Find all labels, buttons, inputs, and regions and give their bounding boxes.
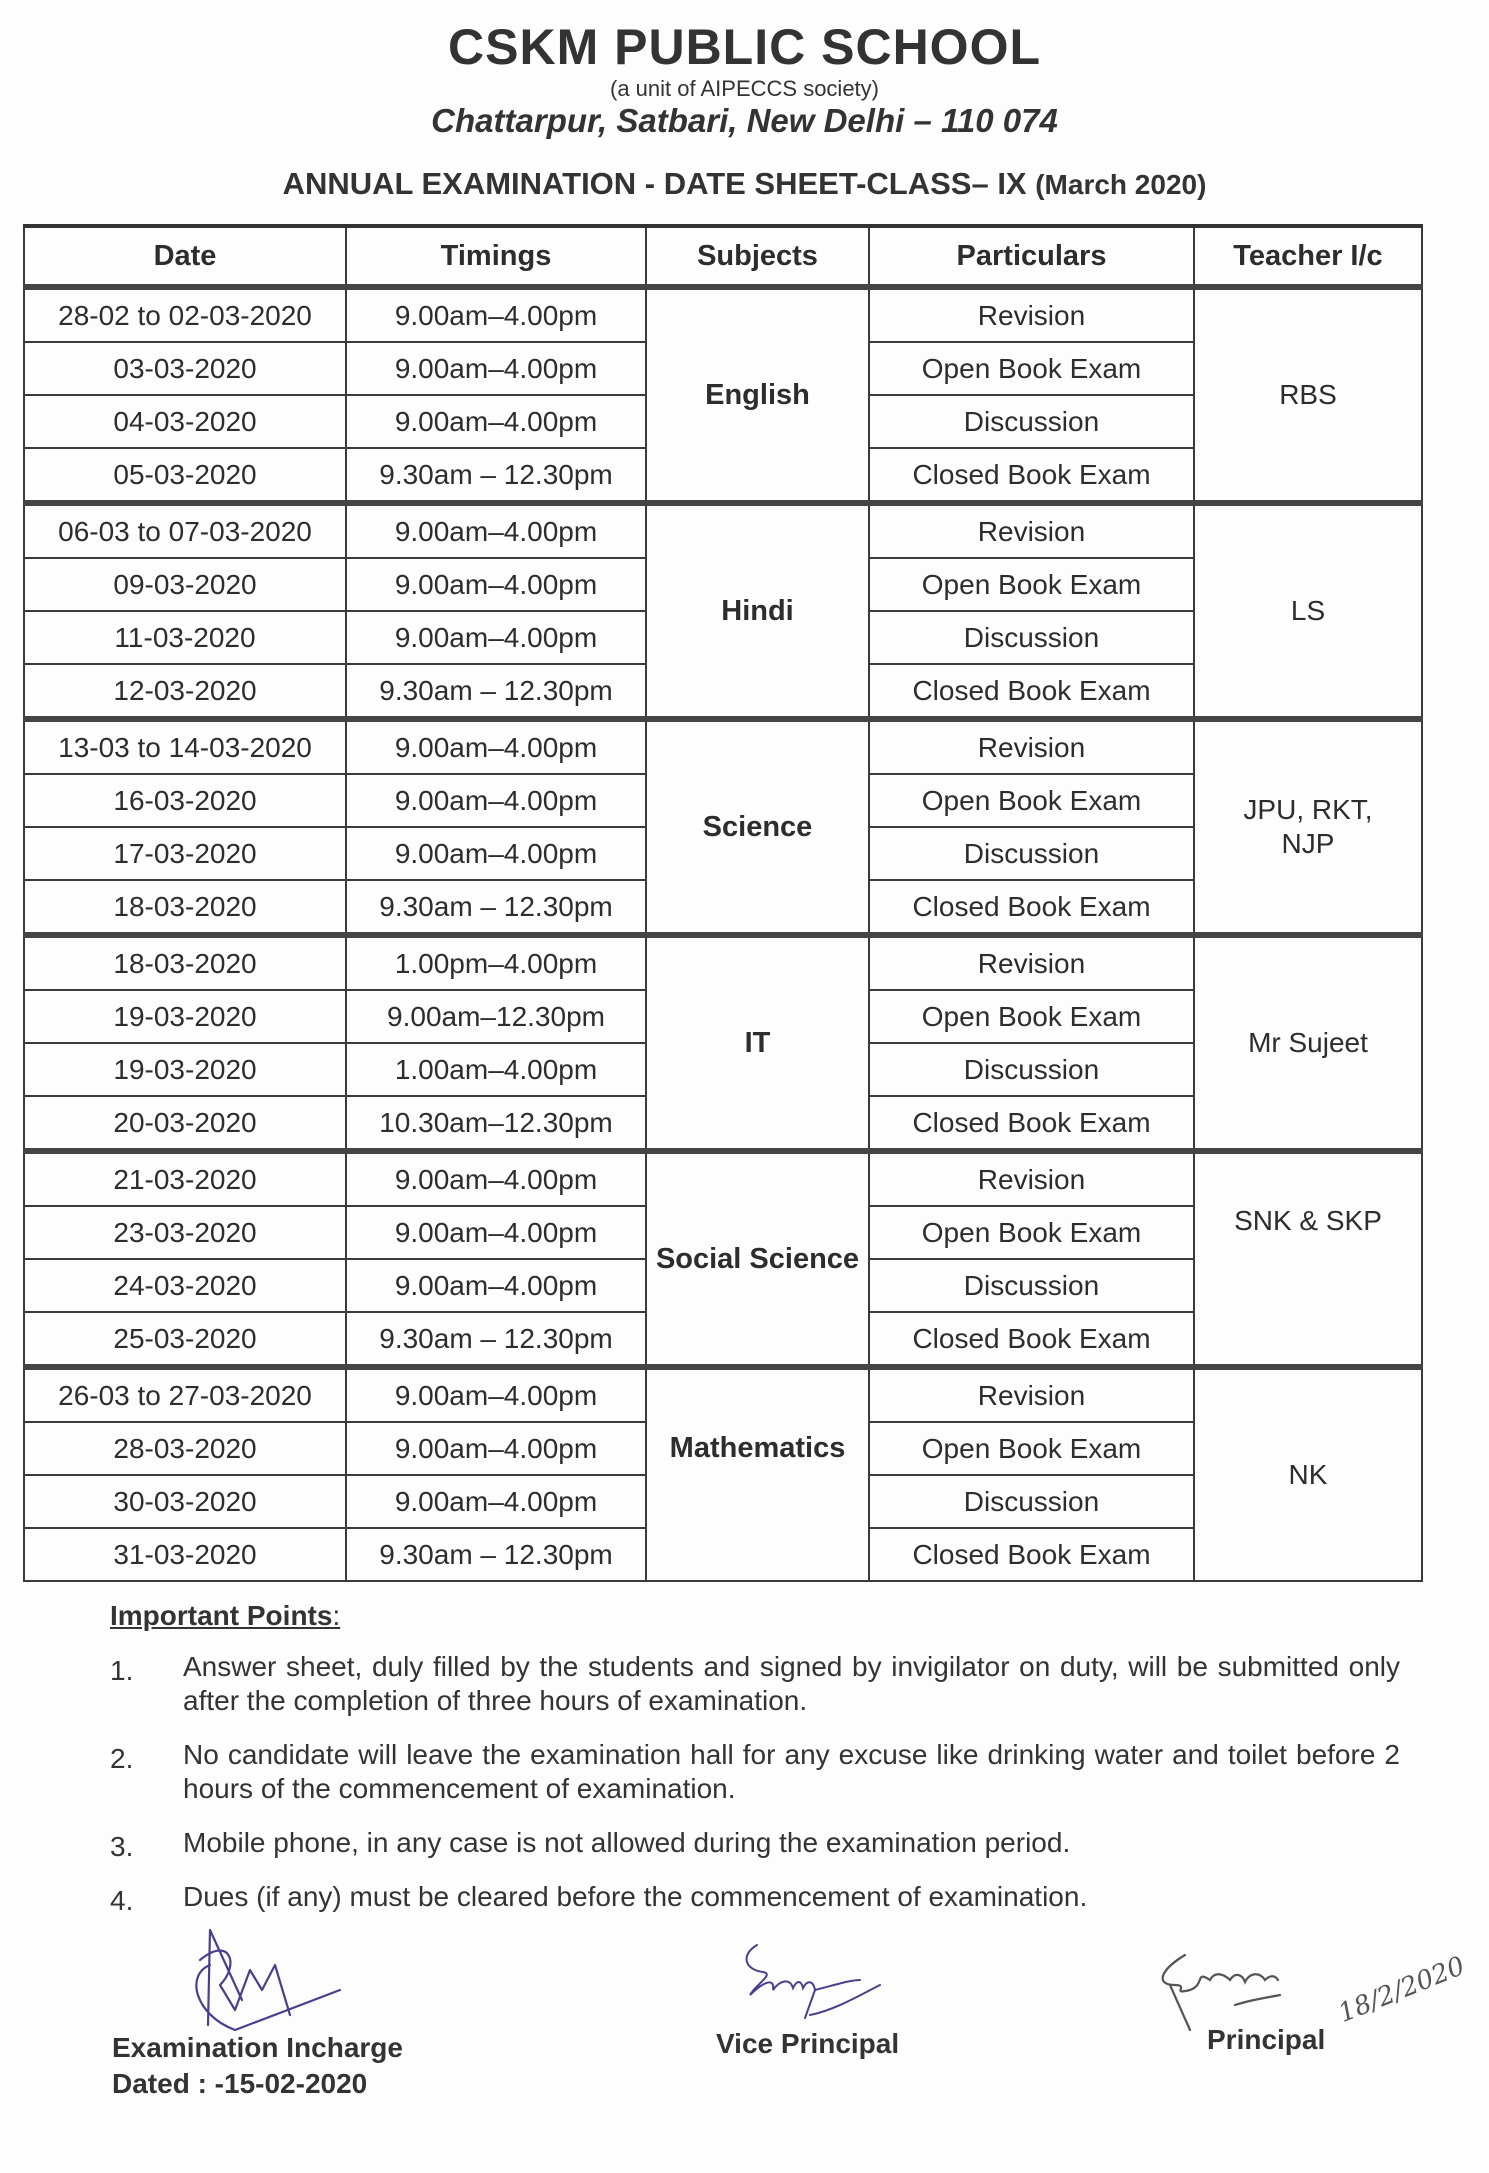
timing-cell: 9.30am – 12.30pm [346,664,646,719]
particular-cell: Discussion [869,1259,1194,1312]
particular-cell: Closed Book Exam [869,1312,1194,1367]
subject-cell: Science [646,719,869,935]
date-cell: 23-03-2020 [24,1206,346,1259]
particular-cell: Revision [869,503,1194,558]
date-cell: 24-03-2020 [24,1259,346,1312]
teacher-cell: SNK & SKP [1194,1151,1422,1367]
timing-cell: 9.30am – 12.30pm [346,880,646,935]
table-row [24,719,1422,774]
date-cell: 26-03 to 27-03-2020 [24,1367,346,1422]
important-points [110,1600,1400,1934]
particular-cell: Revision [869,287,1194,342]
exam-incharge-label: Examination Incharge [112,2032,403,2063]
date-cell: 18-03-2020 [24,880,346,935]
points-list [110,1650,1400,1914]
timing-cell: 9.30am – 12.30pm [346,1528,646,1581]
particular-cell: Open Book Exam [869,558,1194,611]
date-cell: 18-03-2020 [24,935,346,990]
point-number: 2. [110,1743,134,1774]
timing-cell: 1.00pm–4.00pm [346,935,646,990]
particular-cell: Discussion [869,395,1194,448]
exam-incharge-signature [190,1925,350,2040]
school-address: Chattarpur, Satbari, New Delhi – 110 074 [431,102,1058,139]
date-cell: 31-03-2020 [24,1528,346,1581]
column-header-teacher: Teacher I/c [1194,226,1422,287]
teacher-cell: LS [1194,503,1422,719]
title-month: (March 2020) [1035,169,1207,200]
timing-cell: 9.00am–4.00pm [346,1151,646,1206]
date-cell: 25-03-2020 [24,1312,346,1367]
point-item [110,1738,1400,1806]
timing-cell: 10.30am–12.30pm [346,1096,646,1151]
timing-cell: 9.00am–12.30pm [346,990,646,1043]
timing-cell: 9.00am–4.00pm [346,395,646,448]
particular-cell: Open Book Exam [869,990,1194,1043]
document-title [0,166,1489,202]
date-cell: 19-03-2020 [24,990,346,1043]
particular-cell: Discussion [869,611,1194,664]
point-text: Dues (if any) must be cleared before the commencement of examination. [183,1881,1088,1912]
particular-cell: Open Book Exam [869,342,1194,395]
timing-cell: 9.00am–4.00pm [346,558,646,611]
table-body [24,287,1422,1581]
date-cell: 20-03-2020 [24,1096,346,1151]
point-number: 4. [110,1885,134,1916]
teacher-cell: RBS [1194,287,1422,503]
column-header-particulars: Particulars [869,226,1194,287]
date-cell: 19-03-2020 [24,1043,346,1096]
table-header-row [24,226,1422,287]
particular-cell: Closed Book Exam [869,1528,1194,1581]
column-header-subjects: Subjects [646,226,869,287]
particular-cell: Revision [869,935,1194,990]
subject-cell: Mathematics [646,1367,869,1581]
table-row [24,503,1422,558]
school-name: CSKM PUBLIC SCHOOL [448,19,1041,75]
important-points-heading: Important Points: [110,1600,341,1631]
timing-cell: 1.00am–4.00pm [346,1043,646,1096]
timing-cell: 9.00am–4.00pm [346,774,646,827]
date-cell: 05-03-2020 [24,448,346,503]
particular-cell: Discussion [869,827,1194,880]
dated-label: Dated : -15-02-2020 [112,2068,368,2099]
particular-cell: Revision [869,719,1194,774]
timing-cell: 9.00am–4.00pm [346,1475,646,1528]
particular-cell: Closed Book Exam [869,664,1194,719]
heading-text: Important Points [110,1600,333,1631]
date-cell: 11-03-2020 [24,611,346,664]
point-item [110,1826,1400,1860]
date-cell: 16-03-2020 [24,774,346,827]
timing-cell: 9.00am–4.00pm [346,1422,646,1475]
date-cell: 21-03-2020 [24,1151,346,1206]
timing-cell: 9.00am–4.00pm [346,1206,646,1259]
date-cell: 06-03 to 07-03-2020 [24,503,346,558]
particular-cell: Closed Book Exam [869,880,1194,935]
timing-cell: 9.30am – 12.30pm [346,448,646,503]
subject-cell: English [646,287,869,503]
timing-cell: 9.00am–4.00pm [346,719,646,774]
point-number: 1. [110,1655,134,1686]
column-header-date: Date [24,226,346,287]
particular-cell: Discussion [869,1043,1194,1096]
table-row [24,1151,1422,1206]
point-item [110,1880,1400,1914]
subject-cell: IT [646,935,869,1151]
table-row [24,1367,1422,1422]
subject-cell: Hindi [646,503,869,719]
particular-cell: Open Book Exam [869,1206,1194,1259]
date-cell: 13-03 to 14-03-2020 [24,719,346,774]
title-main: ANNUAL EXAMINATION - DATE SHEET-CLASS– IX [282,166,1027,201]
teacher-cell: NK [1194,1367,1422,1581]
timing-cell: 9.30am – 12.30pm [346,1312,646,1367]
date-cell: 12-03-2020 [24,664,346,719]
table-row [24,935,1422,990]
vice-principal-label: Vice Principal [716,2028,900,2059]
particular-cell: Closed Book Exam [869,1096,1194,1151]
particular-cell: Revision [869,1151,1194,1206]
timing-cell: 9.00am–4.00pm [346,287,646,342]
timing-cell: 9.00am–4.00pm [346,827,646,880]
point-text: No candidate will leave the examination hall for any excuse like drinking water and toilet before 2 hours of the commencement of examination. [183,1739,1400,1804]
teacher-cell: Mr Sujeet [1194,935,1422,1151]
date-cell: 28-03-2020 [24,1422,346,1475]
timing-cell: 9.00am–4.00pm [346,611,646,664]
date-cell: 04-03-2020 [24,395,346,448]
teacher-cell: JPU, RKT, NJP [1194,719,1422,935]
point-number: 3. [110,1831,134,1862]
timing-cell: 9.00am–4.00pm [346,1259,646,1312]
date-cell: 09-03-2020 [24,558,346,611]
particular-cell: Open Book Exam [869,1422,1194,1475]
point-text: Answer sheet, duly filled by the students and signed by invigilator on duty, will be submitted only after the completion of three hours of examination. [183,1651,1400,1716]
principal-label: Principal [1207,2024,1326,2055]
particular-cell: Open Book Exam [869,774,1194,827]
principal-handwritten-date: 18/2/2020 [1334,1951,1470,2029]
timing-cell: 9.00am–4.00pm [346,503,646,558]
society-line: (a unit of AIPECCS society) [610,76,879,101]
particular-cell: Discussion [869,1475,1194,1528]
point-text: Mobile phone, in any case is not allowed during the examination period. [183,1827,1071,1858]
date-cell: 30-03-2020 [24,1475,346,1528]
date-cell: 03-03-2020 [24,342,346,395]
date-sheet-table [23,224,1423,1582]
timing-cell: 9.00am–4.00pm [346,342,646,395]
column-header-timings: Timings [346,226,646,287]
subject-cell: Social Science [646,1151,869,1367]
date-cell: 17-03-2020 [24,827,346,880]
date-cell: 28-02 to 02-03-2020 [24,287,346,342]
particular-cell: Revision [869,1367,1194,1422]
table-row [24,287,1422,342]
point-item [110,1650,1400,1718]
vice-principal-signature [735,1940,885,2020]
particular-cell: Closed Book Exam [869,448,1194,503]
timing-cell: 9.00am–4.00pm [346,1367,646,1422]
